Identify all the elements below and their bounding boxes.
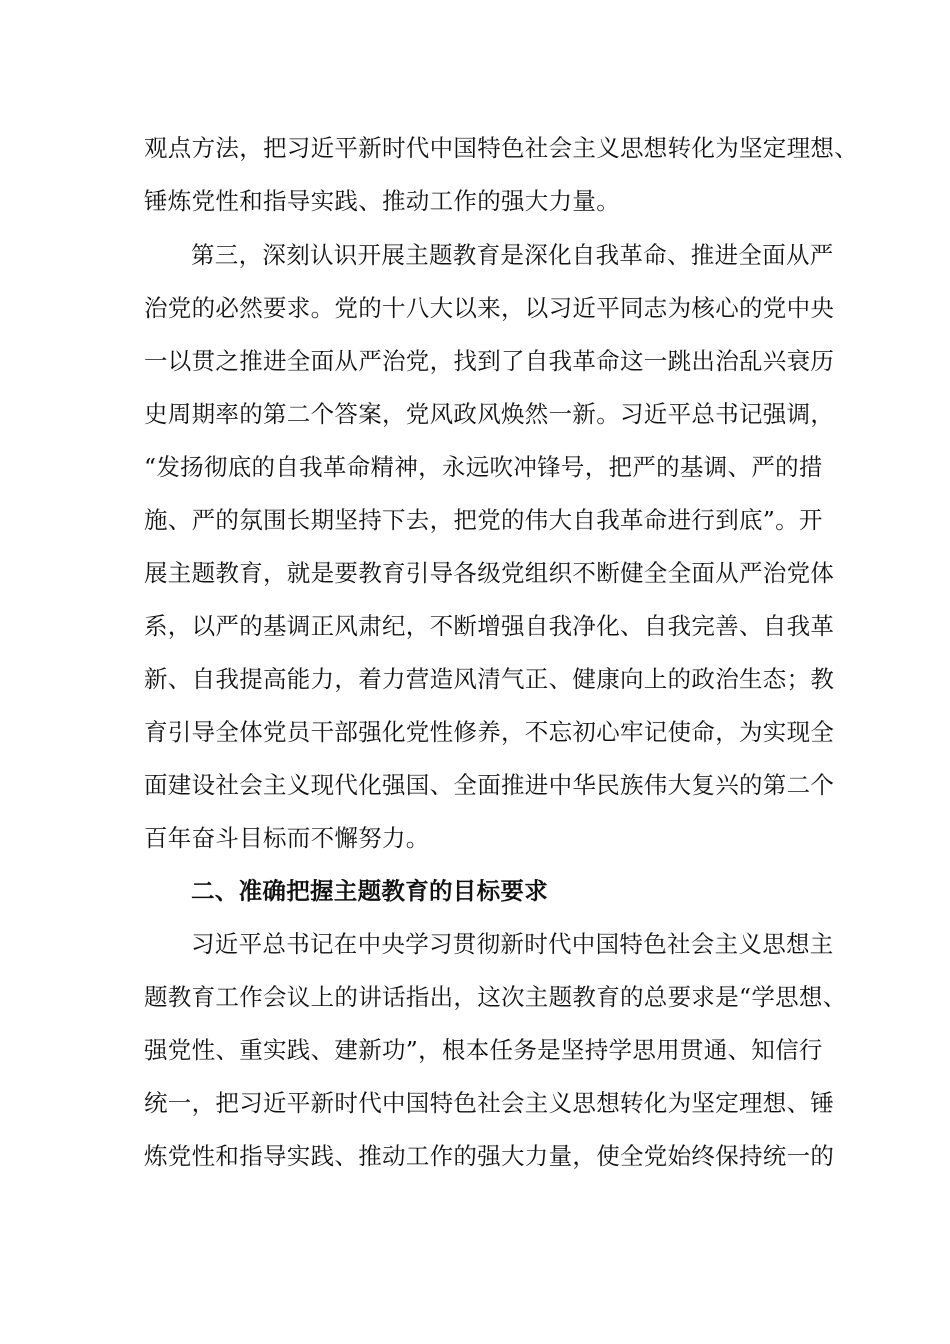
paragraph-line: 炼党性和指导实践、推动工作的强大力量，使全党始终保持统一的 bbox=[144, 1142, 835, 1170]
paragraph-line: 习近平总书记在中央学习贯彻新时代中国特色社会主义思想主 bbox=[191, 930, 834, 958]
paragraph-line: 一以贯之推进全面从严治党，找到了自我革命这一跳出治乱兴衰历 bbox=[144, 347, 835, 375]
paragraph-line: 展主题教育，就是要教育引导各级党组织不断健全全面从严治党体 bbox=[144, 559, 835, 587]
paragraph-line: 强党性、重实践、建新功”，根本任务是坚持学思用贯通、知信行 bbox=[144, 1036, 823, 1064]
paragraph-line: 治党的必然要求。党的十八大以来，以习近平同志为核心的党中央 bbox=[144, 294, 835, 322]
paragraph-line: 育引导全体党员干部强化党性修养，不忘初心牢记使命，为实现全 bbox=[144, 718, 835, 746]
paragraph-line: 新、自我提高能力，着力营造风清气正、健康向上的政治生态；教 bbox=[144, 665, 835, 693]
paragraph-line: 锤炼党性和指导实践、推动工作的强大力量。 bbox=[144, 187, 620, 215]
paragraph-line: 面建设社会主义现代化强国、全面推进中华民族伟大复兴的第二个 bbox=[144, 771, 835, 799]
paragraph-line: 观点方法，把习近平新时代中国特色社会主义思想转化为坚定理想、 bbox=[144, 134, 858, 162]
paragraph-line: 第三，深刻认识开展主题教育是深化自我革命、推进全面从严 bbox=[191, 241, 834, 269]
paragraph-line: 史周期率的第二个答案，党风政风焕然一新。习近平总书记强调， bbox=[144, 400, 835, 428]
paragraph-line: 系，以严的基调正风肃纪，不断增强自我净化、自我完善、自我革 bbox=[144, 612, 835, 640]
paragraph-line: “发扬彻底的自我革命精神，永远吹冲锋号，把严的基调、严的措 bbox=[144, 453, 823, 481]
paragraph-line: 题教育工作会议上的讲话指出，这次主题教育的总要求是“学思想、 bbox=[144, 983, 847, 1011]
section-heading: 二、准确把握主题教育的目标要求 bbox=[191, 877, 548, 905]
paragraph-line: 百年奋斗目标而不懈努力。 bbox=[144, 824, 430, 852]
paragraph-line: 施、严的氛围长期坚持下去，把党的伟大自我革命进行到底”。开 bbox=[144, 506, 823, 534]
paragraph-line: 统一，把习近平新时代中国特色社会主义思想转化为坚定理想、锤 bbox=[144, 1089, 835, 1117]
